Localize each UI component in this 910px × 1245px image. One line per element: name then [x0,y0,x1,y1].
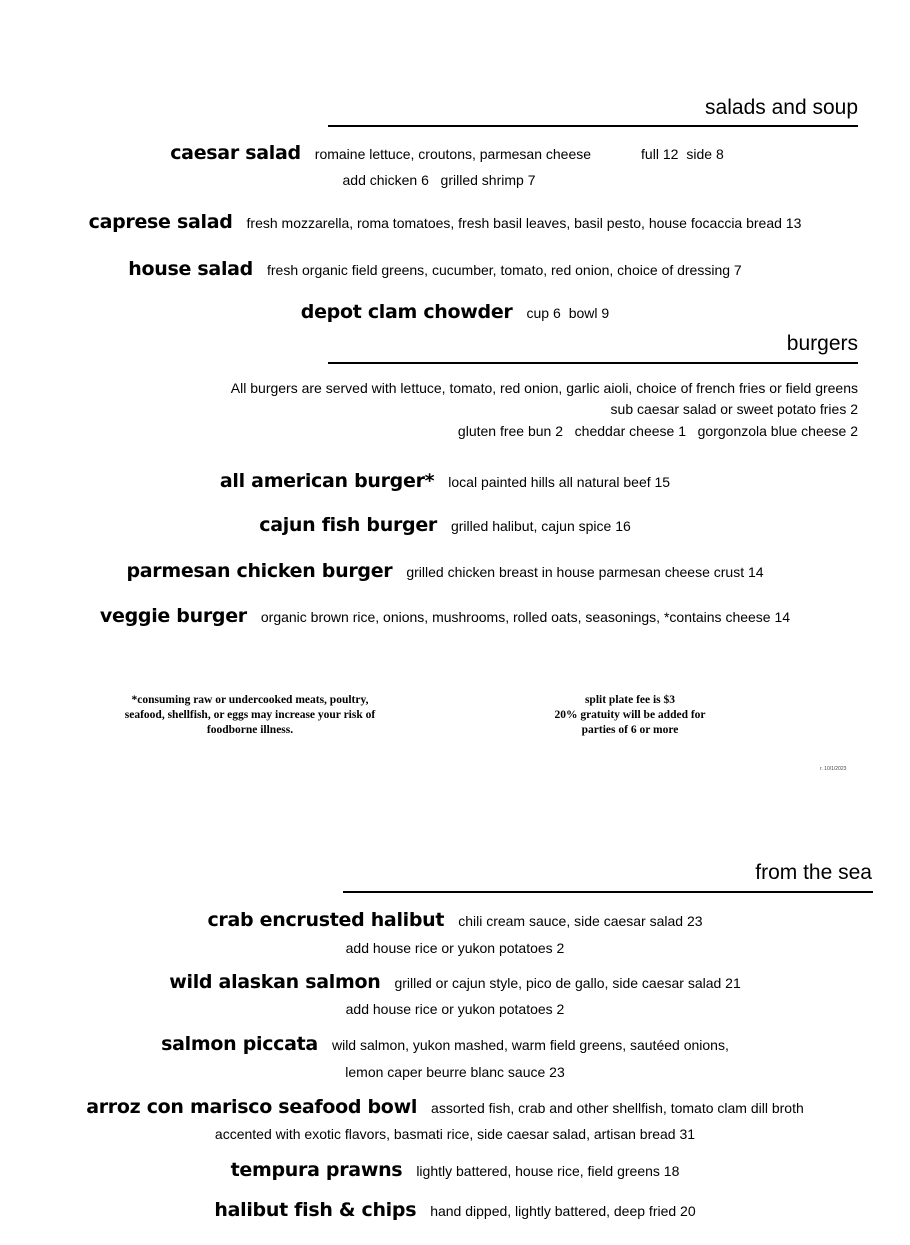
menu-item-arroz-con-marisco [0,1096,900,1118]
menu-item-caesar-salad [0,142,902,164]
menu-item-salmon-piccata [0,1033,900,1055]
section-title-salads: salads and soup [705,96,858,119]
burgers-intro-line-2: sub caesar salad or sweet potato fries 2 [610,401,858,417]
item-name: halibut fish & chips [214,1199,417,1221]
item-desc: fresh mozzarella, roma tomatoes, fresh basil leaves, basil pesto, house focaccia bread 13 [246,215,802,231]
item-name: salmon piccata [161,1033,318,1055]
note-line: foodborne illness. [206,724,294,736]
menu-item-caesar-addons: add chicken 6 grilled shrimp 7 [342,172,536,188]
item-price-cup: cup 6 [526,305,561,321]
item-name: depot clam chowder [300,301,513,323]
item-name: parmesan chicken burger [126,560,393,582]
split-plate-note [500,693,760,738]
note-line: split plate fee is $3 [584,694,676,706]
item-desc: grilled chicken breast in house parmesan cheese crust 14 [406,564,764,580]
revision-date: r. 10/1/2023 [820,766,847,772]
note-line: *consuming raw or undercooked meats, poultry, [131,694,369,706]
item-price-bowl: bowl 9 [568,305,610,321]
item-name: all american burger* [219,470,435,492]
menu-item-salmon-addon: add house rice or yukon potatoes 2 [345,1001,565,1017]
burgers-intro-line-3: gluten free bun 2 cheddar cheese 1 gorgonzola blue cheese 2 [457,423,858,439]
item-name: house salad [128,258,253,280]
item-desc: organic brown rice, onions, mushrooms, rolled oats, seasonings, *contains cheese 14 [260,609,791,625]
menu-item-parmesan-chicken-burger [0,560,900,582]
menu-item-all-american-burger [0,470,900,492]
menu-item-crab-encrusted-halibut [0,909,910,931]
item-price-side: side 8 [686,146,724,162]
section-rule-salads [328,125,858,127]
item-desc: romaine lettuce, croutons, parmesan cheese [314,146,592,162]
item-desc: fresh organic field greens, cucumber, tomato, red onion, choice of dressing 7 [266,262,742,278]
item-desc: grilled halibut, cajun spice 16 [450,518,631,534]
menu-item-halibut-addon: add house rice or yukon potatoes 2 [345,940,565,956]
section-title-sea: from the sea [755,861,872,884]
menu-item-piccata-desc-2: lemon caper beurre blanc sauce 23 [345,1064,565,1080]
item-name: arroz con marisco seafood bowl [86,1096,418,1118]
item-name: crab encrusted halibut [207,909,445,931]
note-line: 20% gratuity will be added for [554,709,706,721]
item-price-full: full 12 [641,146,679,162]
item-desc: assorted fish, crab and other shellfish, tomato clam dill broth [431,1100,804,1116]
menu-item-caprese-salad [0,211,900,233]
health-warning-note [40,693,460,738]
item-name: tempura prawns [230,1159,403,1181]
menu-item-arroz-desc-2: accented with exotic flavors, basmati rice, side caesar salad, artisan bread 31 [214,1126,696,1142]
menu-item-veggie-burger [0,605,900,627]
item-desc: local painted hills all natural beef 15 [448,474,671,490]
menu-item-cajun-fish-burger [0,514,900,536]
section-rule-burgers [328,362,858,364]
note-line: parties of 6 or more [581,724,679,736]
section-rule-sea [343,891,873,893]
burgers-intro-line-1: All burgers are served with lettuce, tomato, red onion, garlic aioli, choice of french fries or field greens [230,380,858,396]
menu-item-wild-alaskan-salmon [0,971,910,993]
item-name: cajun fish burger [259,514,437,536]
menu-item-clam-chowder [0,301,910,323]
item-desc: wild salmon, yukon mashed, warm field greens, sautéed onions, [331,1037,729,1053]
menu-item-tempura-prawns [0,1159,910,1181]
item-desc: grilled or cajun style, pico de gallo, side caesar salad 21 [394,975,741,991]
menu-item-house-salad [0,258,890,280]
item-desc: hand dipped, lightly battered, deep fried 20 [430,1203,696,1219]
item-name: wild alaskan salmon [169,971,381,993]
item-desc: chili cream sauce, side caesar salad 23 [458,913,703,929]
menu-item-halibut-fish-chips [0,1199,910,1221]
item-name: caprese salad [88,211,233,233]
item-name: caesar salad [170,142,301,164]
item-desc: lightly battered, house rice, field greens 18 [416,1163,680,1179]
note-line: seafood, shellfish, or eggs may increase your risk of [124,709,376,721]
section-title-burgers: burgers [786,332,858,355]
item-name: veggie burger [99,605,247,627]
